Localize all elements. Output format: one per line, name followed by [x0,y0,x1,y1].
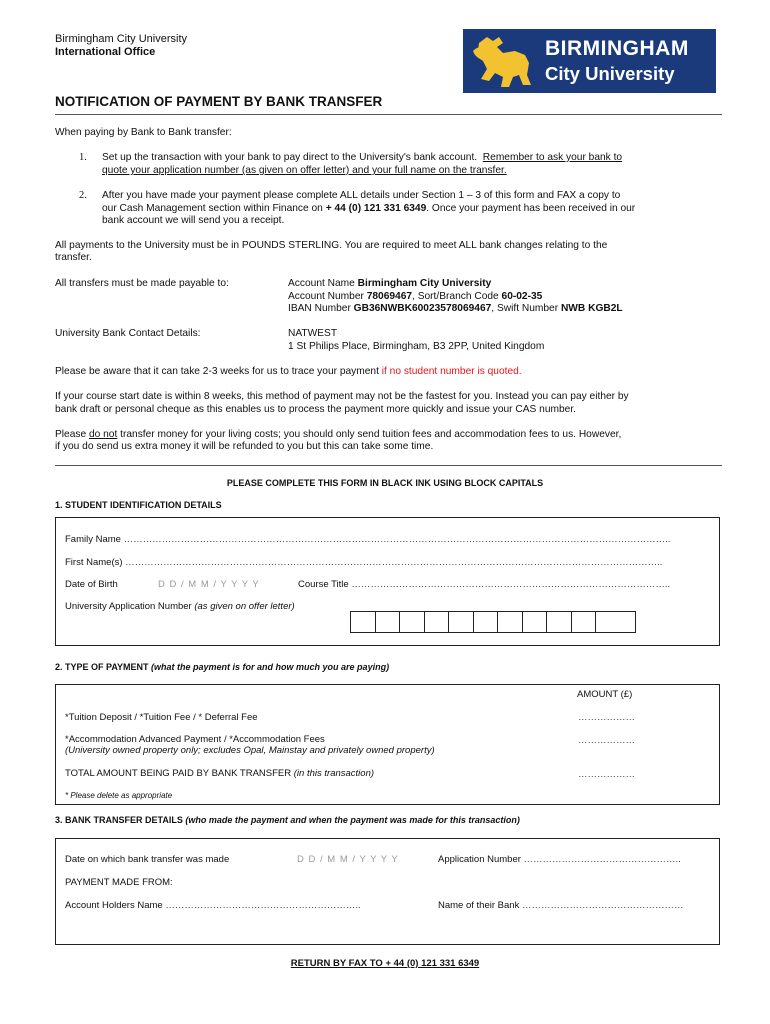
sort-code: 60-02-35 [501,291,543,302]
sort-code-label: , Sort/Branch Code [412,291,502,302]
digit-box[interactable] [523,612,548,632]
intro-text: When paying by Bank to Bank transfer: [55,127,232,138]
section-3-app-number-field[interactable]: ………………………………………….. [520,854,681,865]
course-title-field[interactable]: ……………………………………………………………………………………….. [348,579,671,590]
step-1-text [102,152,622,163]
trace-main: Please be aware that it can take 2-3 weeks for us to trace your payment [55,366,382,377]
account-holder-label: Account Holders Name [65,900,163,911]
app-number-label: University Application Number [65,601,195,612]
university-logo [463,29,716,93]
step-1-number: 1. [79,152,87,163]
trace-warning: if no student number is quoted. [381,366,522,377]
section-2-title: 2. TYPE OF PAYMENT [55,662,152,672]
digit-box[interactable] [498,612,523,632]
account-name-label: Account Name [288,278,358,289]
logo-birmingham: BIRMINGHAM [545,37,689,60]
do-not: do not [88,429,118,440]
complete-instruction: PLEASE COMPLETE THIS FORM IN BLACK INK USING BLOCK CAPITALS [226,478,544,488]
course-line2: bank draft or personal cheque as this enables us to process the payment more quickly and issue your CAS number. [55,404,576,415]
org-name: Birmingham City University [55,33,188,45]
dob-field[interactable]: D D / M M / Y Y Y Y [158,579,260,590]
digit-box[interactable] [449,612,474,632]
step-2-line1: After you have made your payment please complete ALL details under Section 1 – 3 of this form and FAX a copy to [102,190,621,201]
accommodation-row-label: *Accommodation Advanced Payment / *Accommodation Fees [65,734,325,745]
living-line1 [55,429,621,440]
step-1-underline-b: quote your application number (as given on offer letter) and your full name on the transfer. [102,165,507,176]
section-1-heading: 1. STUDENT IDENTIFICATION DETAILS [55,500,222,510]
section-2-note: (what the payment is for and how much you are paying) [151,662,390,672]
total-label: TOTAL AMOUNT BEING PAID BY BANK TRANSFER [65,768,294,779]
tuition-amount-field[interactable]: ……………… [578,712,635,723]
step-1-underline-a: Remember to ask your bank to [482,152,623,163]
accommodation-note: (University owned property only; excludes Opal, Mainstay and privately owned property) [65,745,435,756]
account-number-line [288,291,542,302]
step-2-line3: bank account we will send you a receipt. [102,215,285,226]
family-name-row[interactable] [65,534,670,545]
griffin-icon [469,31,539,91]
family-name-label: Family Name [65,534,121,545]
first-names-label: First Name(s) [65,557,123,568]
course-title-label: Course Title [298,579,349,590]
their-bank-label: Name of their Bank [438,900,520,911]
their-bank-row[interactable] [438,900,683,911]
account-name: Birmingham City University [357,278,492,289]
digit-box[interactable] [425,612,450,632]
dob-label: Date of Birth [65,579,118,590]
amount-header: AMOUNT (£) [577,689,633,700]
section-2-heading [55,662,389,672]
iban: GB36NWBK60023578069467 [353,303,492,314]
account-number: 78069467 [366,291,413,302]
delete-note: * Please delete as appropriate [65,791,173,800]
app-number-row [65,601,295,612]
course-line1: If your course start date is within 8 weeks, this method of payment may not be the fastest for you. Instead you can pay either by [55,391,629,402]
account-holder-field[interactable]: …………………………………………………….. [162,900,361,911]
course-title-row[interactable] [298,579,670,590]
digit-box[interactable] [572,612,597,632]
step-2-line2 [102,203,635,214]
family-name-field[interactable]: ……………………………………………………………………………………………………………………………………………………….. [120,534,671,545]
payment-from-label: PAYMENT MADE FROM: [65,877,173,888]
contact-label: University Bank Contact Details: [55,328,201,339]
first-names-field[interactable]: …………………………………………………………………………………………………………………………………………………….. [122,557,663,568]
digit-box[interactable] [547,612,572,632]
swift: NWB KGB2L [560,303,623,314]
trace-text [55,366,522,377]
account-name-line [288,278,491,289]
return-fax-footer: RETURN BY FAX TO + 44 (0) 121 331 6349 [290,958,480,969]
digit-box[interactable] [376,612,401,632]
first-names-row[interactable] [65,557,662,568]
step-2-line2-c: . Once your payment has been received in our [426,203,636,214]
logo-city-university: City University [545,63,675,84]
section-3-app-number-label: Application Number [438,854,521,865]
living-b: transfer money for your living costs; you should only send tuition fees and accommodation fees to us. However, [117,429,622,440]
page-title: NOTIFICATION OF PAYMENT BY BANK TRANSFER [55,94,383,109]
swift-label: , Swift Number [491,303,561,314]
iban-label: IBAN Number [288,303,354,314]
pounds-line1: All payments to the University must be in POUNDS STERLING. You are required to meet ALL bank changes relating to the [55,240,608,251]
living-line2: if you do send us extra money it will be refunded to you but this can take some time. [55,441,434,452]
pounds-line2: transfer. [55,252,92,263]
account-number-label: Account Number [288,291,367,302]
fax-number: + 44 (0) 121 331 6349 [325,203,427,214]
section-3-title: 3. BANK TRANSFER DETAILS [55,815,186,825]
living-a: Please [55,429,89,440]
digit-box[interactable] [351,612,376,632]
transfer-date-field[interactable]: D D / M M / Y Y Y Y [297,854,399,865]
total-amount-field[interactable]: ……………… [578,769,635,780]
step-2-line2-a: our Cash Management section within Finance on [102,203,326,214]
digit-box[interactable] [596,612,621,632]
total-row-label [65,768,374,779]
tuition-row-label: *Tuition Deposit / *Tuition Fee / * Deferral Fee [65,712,258,723]
total-note: (in this transaction) [293,768,375,779]
digit-box[interactable] [474,612,499,632]
step-1-main: Set up the transaction with your bank to pay direct to the University's bank account. [102,152,478,163]
form-divider [55,465,722,466]
digit-box[interactable] [400,612,425,632]
accommodation-amount-field[interactable]: ……………… [578,735,635,746]
app-number-note: (as given on offer letter) [194,601,295,612]
application-number-boxes[interactable] [350,611,636,633]
section-3-app-number-row[interactable] [438,854,681,865]
their-bank-field[interactable]: …………………………………………… [519,900,684,911]
section-3-heading [55,815,520,825]
section-3-note: (who made the payment and when the payment was made for this transaction) [185,815,520,825]
bank-address: 1 St Philips Place, Birmingham, B3 2PP, United Kingdom [288,341,545,352]
payable-label: All transfers must be made payable to: [55,278,229,289]
iban-line [288,303,623,314]
account-holder-row[interactable] [65,900,361,911]
title-divider [55,114,722,115]
bank-name: NATWEST [288,328,338,339]
step-2-number: 2. [79,190,87,201]
office-name: International Office [55,46,156,58]
transfer-date-label: Date on which bank transfer was made [65,854,230,865]
